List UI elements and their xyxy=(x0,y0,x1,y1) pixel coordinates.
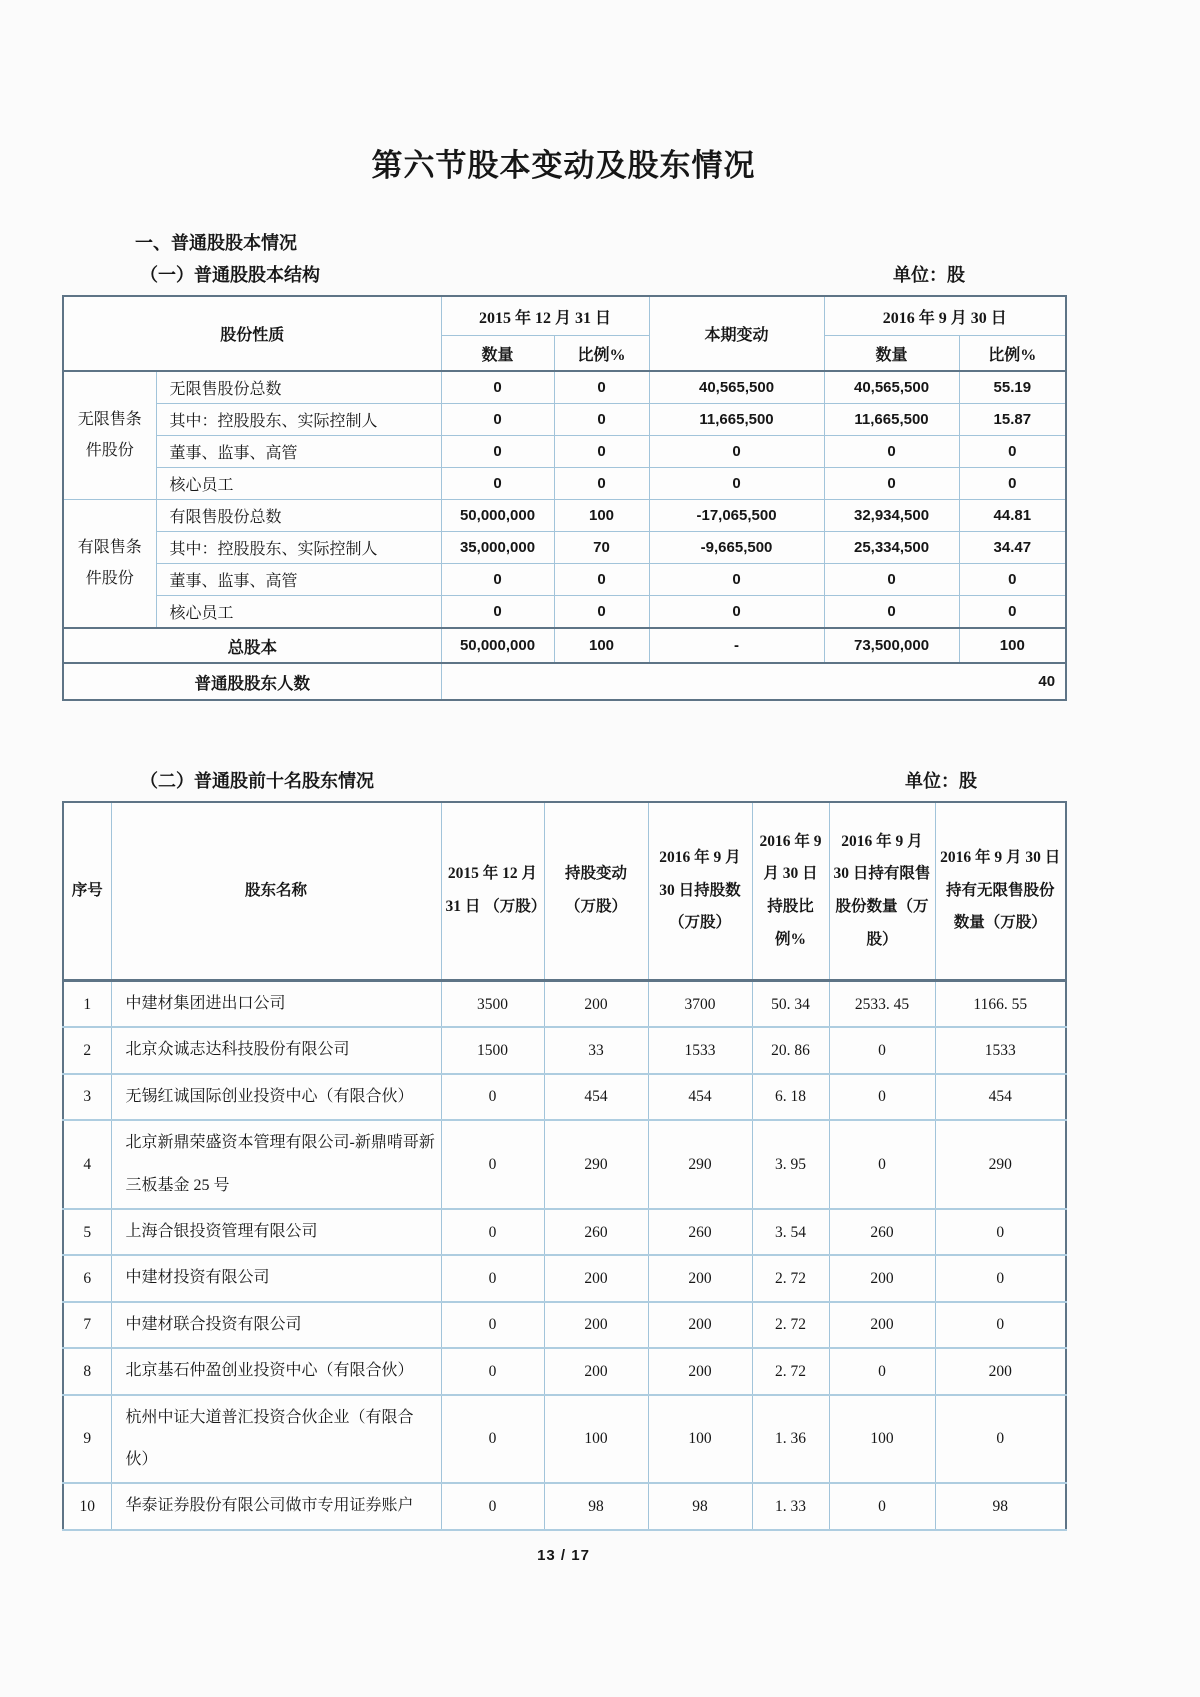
capital-table-body xyxy=(63,371,1066,700)
table-cell-value: 200 xyxy=(648,1348,752,1394)
shareholder-name: 北京众诚志达科技股份有限公司 xyxy=(111,1027,441,1073)
table-cell-value: 0 xyxy=(554,468,649,500)
table-row xyxy=(63,404,1066,436)
document-page xyxy=(62,0,1065,1564)
table-cell-value: 40,565,500 xyxy=(824,371,959,404)
shareholder-name: 上海合银投资管理有限公司 xyxy=(111,1209,441,1255)
table-cell-value: 0 xyxy=(554,404,649,436)
col-header-unrestricted-shares: 2016 年 9 月 30 日持有无限售股份数量（万股） xyxy=(935,802,1066,981)
table-row xyxy=(63,1120,1066,1209)
top10-subheading-row xyxy=(62,767,1065,793)
table-cell-value: 0 xyxy=(441,436,554,468)
table-cell-value: 0 xyxy=(649,564,824,596)
table-cell-value: 0 xyxy=(554,564,649,596)
table-cell-value: -9,665,500 xyxy=(649,532,824,564)
table-cell-value: 0 xyxy=(935,1395,1066,1484)
col-header-quantity-2016: 数量 xyxy=(824,336,959,372)
table-cell-value: 100 xyxy=(554,500,649,532)
col-header-date-2016: 2016 年 9 月 30 日 xyxy=(824,296,1066,336)
table-cell-value: 3. 54 xyxy=(752,1209,829,1255)
table-cell-value: 44.81 xyxy=(959,500,1066,532)
table-cell-value: 1. 36 xyxy=(752,1395,829,1484)
table-cell-value: 0 xyxy=(935,1209,1066,1255)
table-row xyxy=(63,564,1066,596)
top10-table-header xyxy=(63,802,1066,981)
share-item-label: 核心员工 xyxy=(156,596,441,629)
table-cell-value: 0 xyxy=(441,404,554,436)
col-header-2016-holding: 2016 年 9 月 30 日持股数（万股） xyxy=(648,802,752,981)
table-cell-value: 0 xyxy=(935,1255,1066,1301)
table-cell-value: 0 xyxy=(829,1120,935,1209)
shareholder-name: 无锡红诚国际创业投资中心（有限合伙） xyxy=(111,1074,441,1120)
table-cell-value: 0 xyxy=(441,564,554,596)
shareholder-index: 10 xyxy=(63,1483,111,1529)
table-cell-value: 15.87 xyxy=(959,404,1066,436)
unit-label-top10: 单位：股 xyxy=(905,771,977,791)
table-cell-value: 0 xyxy=(554,596,649,629)
page-number: 13 / 17 xyxy=(537,1546,590,1564)
table-cell-value: 200 xyxy=(544,1302,648,1348)
table-cell-value: 1166. 55 xyxy=(935,981,1066,1028)
table-cell-value: 3700 xyxy=(648,981,752,1028)
table-cell-value: 1. 33 xyxy=(752,1483,829,1529)
table-row xyxy=(63,436,1066,468)
col-header-share-nature: 股份性质 xyxy=(63,296,441,371)
shareholder-index: 8 xyxy=(63,1348,111,1394)
table-cell-value: 0 xyxy=(824,468,959,500)
table-cell-value: 34.47 xyxy=(959,532,1066,564)
section-gap xyxy=(62,701,1065,767)
table-cell-value: 50,000,000 xyxy=(441,500,554,532)
table-row xyxy=(63,1209,1066,1255)
table-row xyxy=(63,596,1066,629)
share-item-label: 有限售股份总数 xyxy=(156,500,441,532)
table-cell-value: 32,934,500 xyxy=(824,500,959,532)
table-cell-value: 0 xyxy=(829,1027,935,1073)
table-cell-value: 0 xyxy=(441,1255,544,1301)
table-cell-value: 290 xyxy=(544,1120,648,1209)
share-item-label: 其中：控股股东、实际控制人 xyxy=(156,404,441,436)
shareholder-index: 9 xyxy=(63,1395,111,1484)
table-cell-value: 454 xyxy=(544,1074,648,1120)
table-cell-value: 98 xyxy=(935,1483,1066,1529)
table-cell-value: 0 xyxy=(441,1209,544,1255)
table-cell-value: 50,000,000 xyxy=(441,628,554,663)
shareholder-index: 7 xyxy=(63,1302,111,1348)
table-cell-value: 100 xyxy=(648,1395,752,1484)
section-heading-capital: 一、普通股股本情况 xyxy=(135,233,297,253)
col-header-ratio-2016: 比例% xyxy=(959,336,1066,372)
table-cell-value: 73,500,000 xyxy=(824,628,959,663)
table-cell-value: 0 xyxy=(441,1120,544,1209)
shareholder-index: 2 xyxy=(63,1027,111,1073)
table-cell-value: 200 xyxy=(544,1255,648,1301)
table-cell-value: 200 xyxy=(648,1255,752,1301)
table-cell-value: 0 xyxy=(824,436,959,468)
table-cell-value: 35,000,000 xyxy=(441,532,554,564)
share-item-label: 董事、监事、高管 xyxy=(156,436,441,468)
table-cell-value: 0 xyxy=(554,371,649,404)
table-cell-value: 0 xyxy=(959,564,1066,596)
shareholder-name: 华泰证券股份有限公司做市专用证券账户 xyxy=(111,1483,441,1529)
shareholder-count-value: 40 xyxy=(441,663,1066,700)
table-cell-value: 0 xyxy=(935,1302,1066,1348)
top10-table-body xyxy=(63,981,1066,1530)
table-cell-value: 0 xyxy=(649,596,824,629)
table-cell-value: 0 xyxy=(441,1074,544,1120)
table-cell-value: 2. 72 xyxy=(752,1302,829,1348)
table-cell-value: 33 xyxy=(544,1027,648,1073)
table-cell-value: 454 xyxy=(648,1074,752,1120)
table-cell-value: 100 xyxy=(829,1395,935,1484)
table-cell-value: 0 xyxy=(441,371,554,404)
table-cell-value: 0 xyxy=(649,468,824,500)
col-header-quantity-2015: 数量 xyxy=(441,336,554,372)
table-cell-value: 200 xyxy=(648,1302,752,1348)
table-cell-value: 0 xyxy=(441,596,554,629)
table-cell-value: 98 xyxy=(544,1483,648,1529)
table-row xyxy=(63,1074,1066,1120)
table-cell-value: 200 xyxy=(829,1302,935,1348)
table-cell-value: 3500 xyxy=(441,981,544,1028)
unit-label-capital: 单位：股 xyxy=(893,265,965,285)
table-row xyxy=(63,1395,1066,1484)
share-item-label: 无限售股份总数 xyxy=(156,371,441,404)
table-cell-value: 0 xyxy=(959,596,1066,629)
col-header-restricted-shares: 2016 年 9 月 30 日持有限售股份数量（万股） xyxy=(829,802,935,981)
table-row xyxy=(63,1027,1066,1073)
table-cell-value: 0 xyxy=(441,1395,544,1484)
table-cell-value: 0 xyxy=(959,436,1066,468)
table-cell-value: 6. 18 xyxy=(752,1074,829,1120)
table-header-row xyxy=(63,802,1066,981)
table-row xyxy=(63,1302,1066,1348)
table-header-row xyxy=(63,296,1066,336)
table-cell-value: 0 xyxy=(441,1302,544,1348)
capital-subheading-row xyxy=(62,261,1065,287)
table-cell-value: 0 xyxy=(554,436,649,468)
table-cell-value: 0 xyxy=(829,1483,935,1529)
table-cell-value: 100 xyxy=(554,628,649,663)
share-group-label: 无限售条件股份 xyxy=(63,371,156,500)
table-cell-value: 2. 72 xyxy=(752,1348,829,1394)
table-row xyxy=(63,981,1066,1028)
share-group-label: 有限售条件股份 xyxy=(63,500,156,629)
table-cell-value: 20. 86 xyxy=(752,1027,829,1073)
shareholder-index: 3 xyxy=(63,1074,111,1120)
table-cell-value: 98 xyxy=(648,1483,752,1529)
table-cell-value: 3. 95 xyxy=(752,1120,829,1209)
table-cell-value: 1533 xyxy=(648,1027,752,1073)
table-cell-value: 290 xyxy=(648,1120,752,1209)
shareholder-name: 中建材联合投资有限公司 xyxy=(111,1302,441,1348)
col-header-current-change: 本期变动 xyxy=(649,296,824,371)
table-row xyxy=(63,468,1066,500)
subsection-heading-capital-structure: （一）普通股股本结构 xyxy=(140,265,320,285)
table-cell-value: 260 xyxy=(648,1209,752,1255)
table-cell-value: 2. 72 xyxy=(752,1255,829,1301)
table-cell-value: 11,665,500 xyxy=(824,404,959,436)
shareholder-count-label: 普通股股东人数 xyxy=(63,663,441,700)
table-cell-value: 0 xyxy=(441,1348,544,1394)
shareholder-name: 中建材集团进出口公司 xyxy=(111,981,441,1028)
table-cell-value: 0 xyxy=(829,1074,935,1120)
table-row xyxy=(63,1348,1066,1394)
table-cell-value: 200 xyxy=(544,981,648,1028)
table-cell-value: 290 xyxy=(935,1120,1066,1209)
shareholder-index: 6 xyxy=(63,1255,111,1301)
share-item-label: 核心员工 xyxy=(156,468,441,500)
table-cell-value: 200 xyxy=(829,1255,935,1301)
shareholder-name: 北京新鼎荣盛资本管理有限公司-新鼎啃哥新三板基金 25 号 xyxy=(111,1120,441,1209)
table-cell-value: -17,065,500 xyxy=(649,500,824,532)
table-cell-value: 0 xyxy=(959,468,1066,500)
table-cell-value: 0 xyxy=(824,564,959,596)
table-cell-value: 0 xyxy=(441,468,554,500)
capital-table-header xyxy=(63,296,1066,371)
table-cell-value: 100 xyxy=(544,1395,648,1484)
table-cell-value: 454 xyxy=(935,1074,1066,1120)
shareholder-name: 北京基石仲盈创业投资中心（有限合伙） xyxy=(111,1348,441,1394)
table-cell-value: 11,665,500 xyxy=(649,404,824,436)
table-cell-value: 100 xyxy=(959,628,1066,663)
total-capital-row xyxy=(63,628,1066,663)
shareholder-count-row xyxy=(63,663,1066,700)
table-cell-value: 0 xyxy=(649,436,824,468)
table-cell-value: 260 xyxy=(829,1209,935,1255)
subsection-heading-top10: （二）普通股前十名股东情况 xyxy=(140,771,374,791)
col-header-date-2015: 2015 年 12 月 31 日 xyxy=(441,296,649,336)
top10-shareholders-table xyxy=(62,801,1067,1531)
table-cell-value: 260 xyxy=(544,1209,648,1255)
share-item-label: 董事、监事、高管 xyxy=(156,564,441,596)
col-header-holding-change: 持股变动 （万股） xyxy=(544,802,648,981)
table-row xyxy=(63,500,1066,532)
table-cell-value: 200 xyxy=(544,1348,648,1394)
table-cell-value: - xyxy=(649,628,824,663)
col-header-2016-ratio: 2016 年 9 月 30 日持股比例% xyxy=(752,802,829,981)
shareholder-name: 中建材投资有限公司 xyxy=(111,1255,441,1301)
col-header-ratio-2015: 比例% xyxy=(554,336,649,372)
table-cell-value: 70 xyxy=(554,532,649,564)
table-cell-value: 25,334,500 xyxy=(824,532,959,564)
col-header-2015-holding: 2015 年 12 月 31 日 （万股） xyxy=(441,802,544,981)
table-cell-value: 55.19 xyxy=(959,371,1066,404)
page-title: 第六节股本变动及股东情况 xyxy=(371,148,756,183)
total-capital-label: 总股本 xyxy=(63,628,441,663)
col-header-shareholder-name: 股东名称 xyxy=(111,802,441,981)
shareholder-index: 5 xyxy=(63,1209,111,1255)
table-cell-value: 200 xyxy=(935,1348,1066,1394)
table-row xyxy=(63,371,1066,404)
table-cell-value: 1500 xyxy=(441,1027,544,1073)
table-cell-value: 0 xyxy=(824,596,959,629)
share-item-label: 其中：控股股东、实际控制人 xyxy=(156,532,441,564)
col-header-index: 序号 xyxy=(63,802,111,981)
table-cell-value: 1533 xyxy=(935,1027,1066,1073)
table-cell-value: 40,565,500 xyxy=(649,371,824,404)
table-cell-value: 50. 34 xyxy=(752,981,829,1028)
shareholder-name: 杭州中证大道普汇投资合伙企业（有限合伙） xyxy=(111,1395,441,1484)
capital-structure-table xyxy=(62,295,1067,701)
table-row xyxy=(63,1483,1066,1529)
table-cell-value: 2533. 45 xyxy=(829,981,935,1028)
table-cell-value: 0 xyxy=(441,1483,544,1529)
table-row xyxy=(63,1255,1066,1301)
table-row xyxy=(63,532,1066,564)
table-cell-value: 0 xyxy=(829,1348,935,1394)
shareholder-index: 4 xyxy=(63,1120,111,1209)
shareholder-index: 1 xyxy=(63,981,111,1028)
